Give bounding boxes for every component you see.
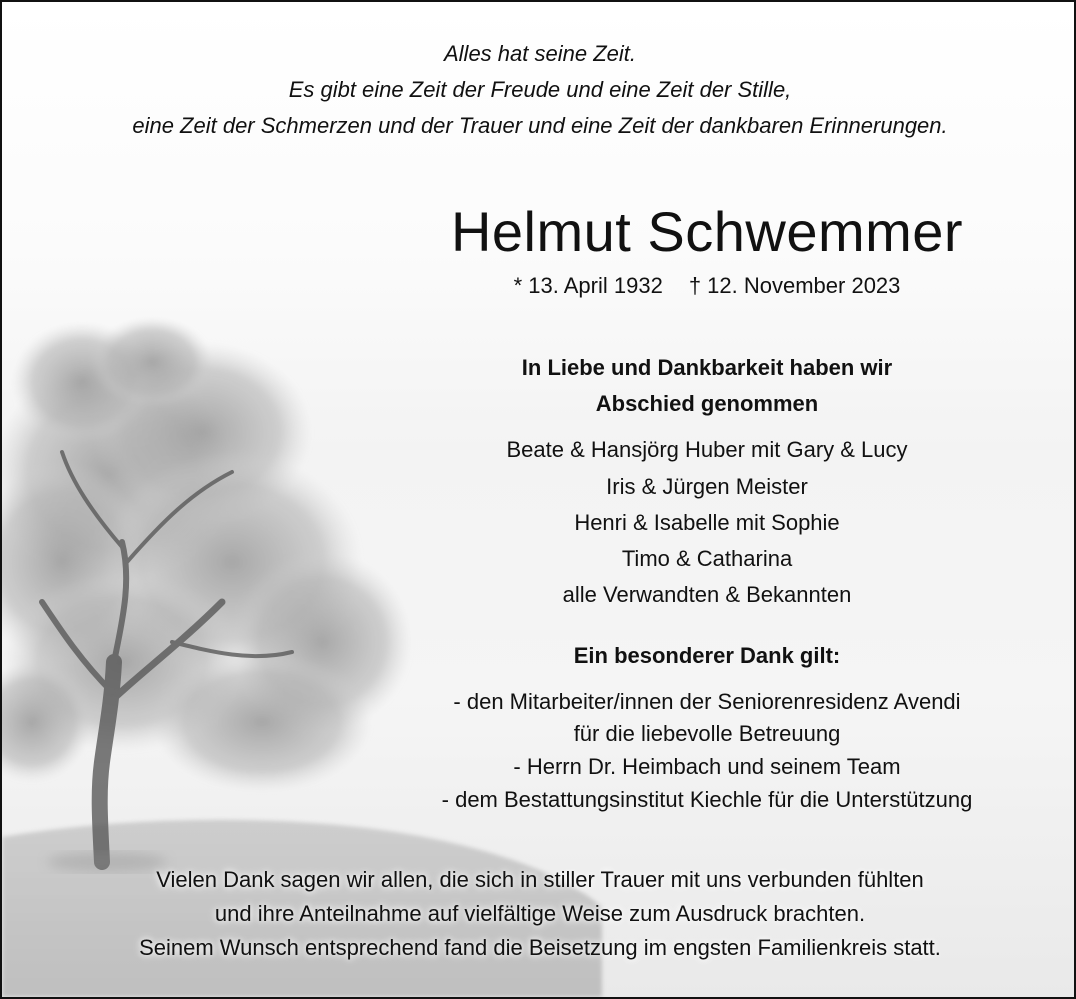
- thanks-line: für die liebevolle Betreuung: [573, 721, 841, 746]
- closing-line-3: Seinem Wunsch entsprechend fand die Beisetzung im engsten Familienkreis statt.: [139, 935, 941, 960]
- thanks-line: - den Mitarbeiter/innen der Seniorenresidenz Avendi: [453, 689, 961, 714]
- mourner-entry: Beate & Hansjörg Huber mit Gary & Lucy: [506, 437, 908, 462]
- birth-date: * 13. April 1932: [513, 273, 663, 298]
- death-date: † 12. November 2023: [688, 273, 901, 298]
- deceased-name: Helmut Schwemmer: [450, 200, 964, 263]
- quote-line-1: Alles hat seine Zeit.: [444, 41, 636, 66]
- thanks-heading: Ein besonderer Dank gilt:: [573, 643, 841, 668]
- closing-line-2: und ihre Anteilnahme auf vielfältige Weise zum Ausdruck brachten.: [214, 901, 866, 926]
- farewell-line-2: Abschied genommen: [595, 391, 819, 416]
- farewell-line-1: In Liebe und Dankbarkeit haben wir: [521, 355, 893, 380]
- thanks-line: - Herrn Dr. Heimbach und seinem Team: [513, 754, 901, 779]
- life-dates: [402, 270, 1012, 302]
- mourner-entry: Iris & Jürgen Meister: [606, 474, 808, 499]
- thanks-line: - dem Bestattungsinstitut Kiechle für die Unterstützung: [441, 787, 973, 812]
- quote-line-2: Es gibt eine Zeit der Freude und eine Zeit der Stille,: [288, 77, 792, 102]
- quote-line-3: eine Zeit der Schmerzen und der Trauer und eine Zeit der dankbaren Erinnerungen.: [132, 113, 948, 138]
- mourner-entry: alle Verwandten & Bekannten: [562, 582, 852, 607]
- mourner-entry: Henri & Isabelle mit Sophie: [574, 510, 840, 535]
- closing-line-1: Vielen Dank sagen wir allen, die sich in stiller Trauer mit uns verbunden fühlten: [156, 867, 924, 892]
- mourner-entry: Timo & Catharina: [621, 546, 793, 571]
